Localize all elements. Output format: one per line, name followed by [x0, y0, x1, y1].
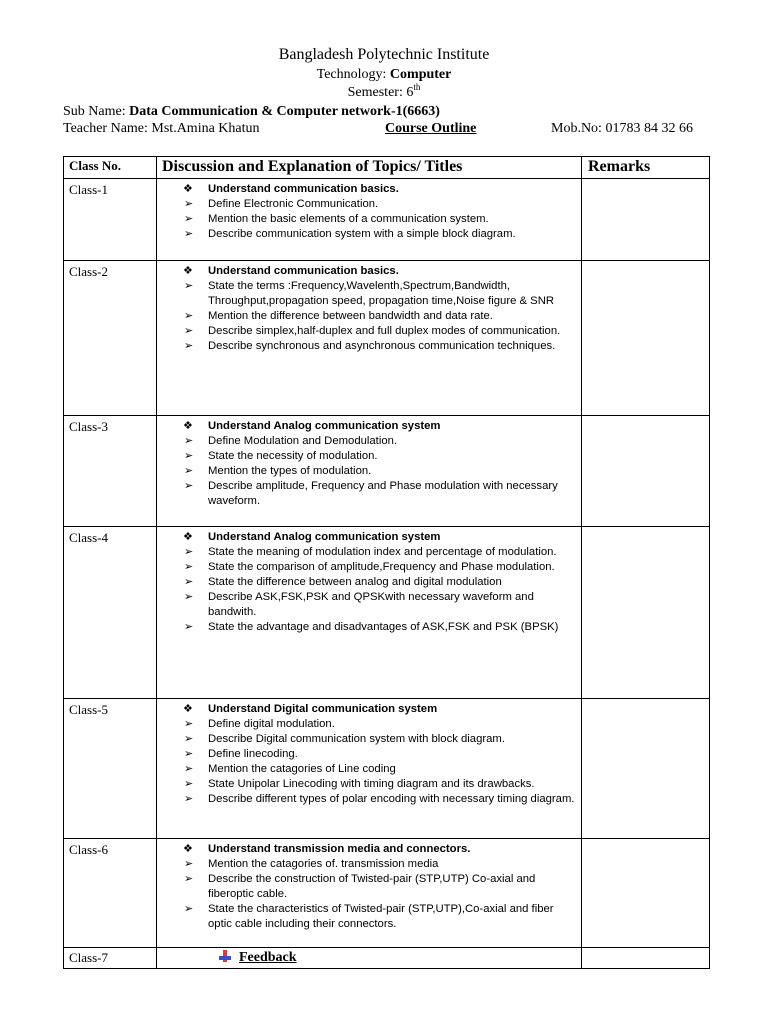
topic-item-text: Describe simplex,half-duplex and full duplex modes of communication.	[208, 325, 561, 337]
topic-item-text: Mention the catagories of Line coding	[208, 763, 396, 775]
topic-item-text: State the advantage and disadvantages of ASK,FSK and PSK (BPSK)	[208, 621, 559, 633]
topic-item	[157, 590, 581, 620]
feedback-text: Feedback	[239, 950, 297, 965]
institute-name: Bangladesh Polytechnic Institute	[278, 46, 490, 63]
topic-list	[157, 419, 581, 509]
subject-label: Sub Name:	[63, 104, 126, 119]
topic-item	[157, 324, 581, 339]
topic-item-text: Mention the catagories of. transmission media	[208, 858, 439, 870]
document-title: Course Outline	[385, 121, 477, 136]
topic-item	[157, 792, 581, 807]
arrow-bullet-icon: ➢	[184, 561, 194, 573]
topic-item	[157, 545, 581, 560]
topic-item	[157, 279, 581, 309]
topic-heading-text: Understand Analog communication system	[208, 531, 441, 543]
technology-line	[0, 67, 768, 83]
arrow-bullet-icon: ➢	[184, 576, 194, 588]
table-header-row	[64, 157, 710, 179]
topic-heading-text: Understand communication basics.	[208, 183, 399, 195]
topic-item	[157, 560, 581, 575]
topic-heading	[157, 182, 581, 197]
semester-line	[0, 82, 768, 101]
technology-value: Computer	[389, 67, 452, 82]
topic-item	[157, 747, 581, 762]
arrow-bullet-icon: ➢	[184, 435, 194, 447]
topic-item	[157, 777, 581, 792]
diamond-bullet-icon: ❖	[183, 183, 193, 195]
class-number: Class-1	[64, 179, 157, 261]
class-number: Class-6	[64, 839, 157, 948]
topics-cell	[157, 839, 582, 948]
topic-heading	[157, 842, 581, 857]
class-number: Class-3	[64, 416, 157, 527]
topic-item-text: Mention the difference between bandwidth and data rate.	[208, 310, 493, 322]
arrow-bullet-icon: ➢	[184, 198, 194, 210]
feedback-icon	[219, 950, 231, 962]
table-row	[64, 699, 710, 839]
arrow-bullet-icon: ➢	[184, 340, 194, 352]
remarks-cell	[582, 839, 710, 948]
course-table	[63, 156, 710, 969]
diamond-bullet-icon: ❖	[183, 265, 193, 277]
topic-item-text: State the terms :Frequency,Wavelenth,Spectrum,Bandwidth, Throughput,propagation speed, propagation time,Noise figure & SNR	[208, 280, 555, 307]
class-number: Class-5	[64, 699, 157, 839]
topic-item	[157, 717, 581, 732]
remarks-cell	[582, 527, 710, 699]
topic-item-text: Describe communication system with a simple block diagram.	[208, 228, 516, 240]
table-row	[64, 416, 710, 527]
arrow-bullet-icon: ➢	[184, 325, 194, 337]
topic-item	[157, 309, 581, 324]
topic-heading-text: Understand Digital communication system	[208, 703, 438, 715]
arrow-bullet-icon: ➢	[184, 858, 194, 870]
topic-item-text: Describe synchronous and asynchronous communication techniques.	[208, 340, 556, 352]
arrow-bullet-icon: ➢	[184, 718, 194, 730]
topic-item-text: Describe ASK,FSK,PSK and QPSKwith necessary waveform and bandwith.	[208, 591, 534, 618]
topic-item	[157, 872, 581, 902]
topic-item	[157, 227, 581, 242]
topic-item	[157, 339, 581, 354]
arrow-bullet-icon: ➢	[184, 873, 194, 885]
topics-cell	[157, 416, 582, 527]
class-number: Class-2	[64, 261, 157, 416]
arrow-bullet-icon: ➢	[184, 450, 194, 462]
arrow-bullet-icon: ➢	[184, 778, 194, 790]
arrow-bullet-icon: ➢	[184, 280, 194, 292]
column-header-remarks: Remarks	[582, 157, 710, 179]
topic-list	[157, 182, 581, 242]
topic-item-text: State Unipolar Linecoding with timing diagram and its drawbacks.	[208, 778, 535, 790]
remarks-cell	[582, 948, 710, 969]
topic-item-text: State the necessity of modulation.	[208, 450, 378, 462]
topic-item-text: State the characteristics of Twisted-pair (STP,UTP),Co-axial and fiber optic cable including their connectors.	[208, 903, 554, 930]
diamond-bullet-icon: ❖	[183, 703, 193, 715]
semester-sup: th	[413, 82, 421, 92]
table-row	[64, 839, 710, 948]
arrow-bullet-icon: ➢	[184, 733, 194, 745]
remarks-cell	[582, 261, 710, 416]
topics-cell	[157, 699, 582, 839]
technology-label: Technology:	[316, 67, 387, 82]
column-header-topics: Discussion and Explanation of Topics/ Titles	[157, 157, 582, 179]
topic-heading-text: Understand transmission media and connectors.	[208, 843, 471, 855]
topic-heading	[157, 530, 581, 545]
topic-item	[157, 464, 581, 479]
topics-cell	[157, 527, 582, 699]
subject-value: Data Communication & Computer network-1(6663)	[129, 104, 440, 119]
arrow-bullet-icon: ➢	[184, 591, 194, 603]
topics-cell	[157, 261, 582, 416]
topic-item-text: Describe Digital communication system with block diagram.	[208, 733, 505, 745]
topic-item	[157, 575, 581, 590]
topic-item	[157, 857, 581, 872]
topic-list	[157, 264, 581, 354]
topic-heading	[157, 264, 581, 279]
topic-item	[157, 479, 581, 509]
topic-item-text: Define digital modulation.	[208, 718, 335, 730]
topic-item-text: Describe amplitude, Frequency and Phase modulation with necessary waveform.	[208, 480, 558, 507]
arrow-bullet-icon: ➢	[184, 465, 194, 477]
topic-item	[157, 620, 581, 635]
arrow-bullet-icon: ➢	[184, 310, 194, 322]
topics-cell	[157, 948, 582, 969]
remarks-cell	[582, 699, 710, 839]
topic-list	[157, 702, 581, 807]
topic-item-text: Mention the basic elements of a communication system.	[208, 213, 489, 225]
topic-item	[157, 197, 581, 212]
arrow-bullet-icon: ➢	[184, 228, 194, 240]
diamond-bullet-icon: ❖	[183, 531, 193, 543]
topic-heading	[157, 702, 581, 717]
topic-item	[157, 212, 581, 227]
topic-item-text: Define linecoding.	[208, 748, 298, 760]
arrow-bullet-icon: ➢	[184, 480, 194, 492]
topic-heading-text: Understand communication basics.	[208, 265, 399, 277]
topic-item-text: State the comparison of amplitude,Frequency and Phase modulation.	[208, 561, 555, 573]
topic-item-text: Define Electronic Communication.	[208, 198, 379, 210]
topic-item-text: Describe different types of polar encoding with necessary timing diagram.	[208, 793, 575, 805]
topic-item	[157, 434, 581, 449]
topic-item	[157, 902, 581, 932]
arrow-bullet-icon: ➢	[184, 213, 194, 225]
topic-item-text: State the meaning of modulation index and percentage of modulation.	[208, 546, 557, 558]
topic-item	[157, 449, 581, 464]
topic-list	[157, 842, 581, 932]
subject-line	[63, 104, 440, 120]
topic-heading	[157, 419, 581, 434]
arrow-bullet-icon: ➢	[184, 546, 194, 558]
diamond-bullet-icon: ❖	[183, 420, 193, 432]
arrow-bullet-icon: ➢	[184, 903, 194, 915]
topic-item	[157, 732, 581, 747]
table-row	[64, 948, 710, 969]
topics-cell	[157, 179, 582, 261]
arrow-bullet-icon: ➢	[184, 621, 194, 633]
remarks-cell	[582, 179, 710, 261]
class-number: Class-4	[64, 527, 157, 699]
topic-item-text: Define Modulation and Demodulation.	[208, 435, 398, 447]
topic-item-text: State the difference between analog and digital modulation	[208, 576, 502, 588]
mobile-number: Mob.No: 01783 84 32 66	[551, 121, 693, 136]
table-row	[64, 261, 710, 416]
table-row	[64, 179, 710, 261]
arrow-bullet-icon: ➢	[184, 748, 194, 760]
topic-item-text: Mention the types of modulation.	[208, 465, 372, 477]
topic-item	[157, 762, 581, 777]
arrow-bullet-icon: ➢	[184, 793, 194, 805]
remarks-cell	[582, 416, 710, 527]
topic-list	[157, 530, 581, 635]
semester-label: Semester: 6	[347, 85, 414, 100]
diamond-bullet-icon: ❖	[183, 843, 193, 855]
topic-item-text: Describe the construction of Twisted-pair (STP,UTP) Co-axial and fiberoptic cable.	[208, 873, 536, 900]
topic-heading-text: Understand Analog communication system	[208, 420, 441, 432]
table-row	[64, 527, 710, 699]
teacher-name: Teacher Name: Mst.Amina Khatun	[63, 121, 260, 136]
class-number: Class-7	[64, 948, 157, 969]
arrow-bullet-icon: ➢	[184, 763, 194, 775]
column-header-class: Class No.	[64, 157, 157, 179]
feedback-label	[157, 948, 581, 966]
